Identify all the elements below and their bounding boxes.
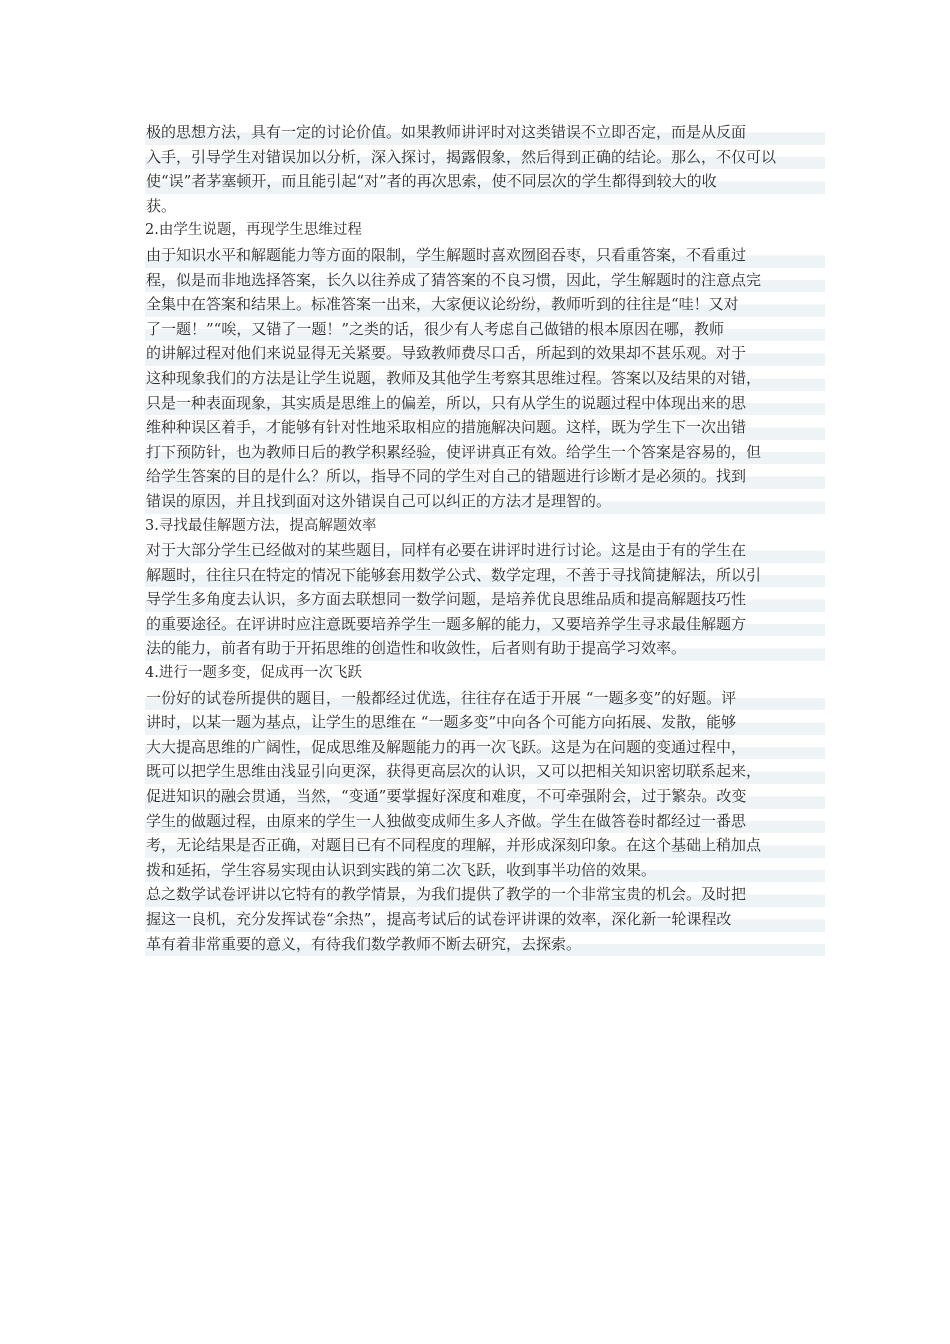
- paragraph-1: [145, 120, 825, 218]
- text-line: 解题时，往往只在特定的情况下能够套用数学公式、数学定理，不善于寻找简捷解法，所以引: [145, 563, 825, 588]
- text-line: 全集中在答案和结果上。标准答案一出来，大家便议论纷纷，教师听到的往往是“哇！又对: [145, 292, 825, 317]
- text-line: 既可以把学生思维由浅显引向更深，获得更高层次的认识，又可以把相关知识密切联系起来，: [145, 759, 825, 784]
- paragraph-4: [145, 686, 825, 883]
- text-line: 错误的原因，并且找到面对这外错误自己可以纠正的方法才是理智的。: [145, 489, 825, 514]
- text-line: 大大提高思维的广阔性，促成思维及解题能力的再一次飞跃。这是为在问题的变通过程中，: [145, 735, 825, 760]
- paragraph-5: [145, 882, 825, 956]
- text-line: 这种现象我们的方法是让学生说题，教师及其他学生考察其思维过程。答案以及结果的对错，: [145, 366, 825, 391]
- paragraph-3: [145, 538, 825, 661]
- text-line: 由于知识水平和解题能力等方面的限制，学生解题时喜欢囫囵吞枣，只看重答案，不看重过: [145, 243, 825, 268]
- text-line: 打下预防针，也为教师日后的教学积累经验，使评讲真正有效。给学生一个答案是容易的，但: [145, 440, 825, 465]
- text-line: 一份好的试卷所提供的题目，一般都经过优选，往往存在适于开展 “一题多变”的好题。评: [145, 686, 825, 711]
- text-line: 极的思想方法，具有一定的讨论价值。如果教师讲评时对这类错误不立即否定，而是从反面: [145, 120, 825, 145]
- text-line: 给学生答案的目的是什么？所以，指导不同的学生对自己的错题进行诊断才是必须的。找到: [145, 464, 825, 489]
- text-line: 程，似是而非地选择答案，长久以往养成了猜答案的不良习惯，因此，学生解题时的注意点完: [145, 268, 825, 293]
- text-line: 使“误”者茅塞顿开，而且能引起“对”者的再次思索，使不同层次的学生都得到较大的收: [145, 169, 825, 194]
- text-line: 了一题！”“唉，又错了一题！”之类的话，很少有人考虑自己做错的根本原因在哪，教师: [145, 317, 825, 342]
- section-heading-4: 4.进行一题多变，促成再一次飞跃: [145, 665, 362, 682]
- text-line: 只是一种表面现象，其实质是思维上的偏差，所以，只有从学生的说题过程中体现出来的思: [145, 391, 825, 416]
- text-line: 入手，引导学生对错误加以分析，深入探讨，揭露假象，然后得到正确的结论。那么，不仅可以: [145, 145, 825, 170]
- text-line: 拨和延拓，学生容易实现由认识到实践的第二次飞跃，收到事半功倍的效果。: [145, 858, 825, 883]
- text-line: 的讲解过程对他们来说显得无关紧要。导致教师费尽口舌，所起到的效果却不甚乐观。对于: [145, 341, 825, 366]
- text-line: 促进知识的融会贯通，当然，“变通”要掌握好深度和难度，不可牵强附会，过于繁杂。改变: [145, 784, 825, 809]
- text-line: 讲时，以某一题为基点，让学生的思维在 “一题多变”中向各个可能方向拓展、发散，能够: [145, 710, 825, 735]
- text-line: 总之数学试卷评讲以它特有的教学情景，为我们提供了教学的一个非常宝贵的机会。及时把: [145, 882, 825, 907]
- text-line: 考，无论结果是否正确，对题目已有不同程度的理解，并形成深刻印象。在这个基础上稍加点: [145, 833, 825, 858]
- text-line: 对于大部分学生已经做对的某些题目，同样有必要在讲评时进行讨论。这是由于有的学生在: [145, 538, 825, 563]
- text-line: 维种种误区着手，才能够有针对性地采取相应的措施解决问题。这样，既为学生下一次出错: [145, 415, 825, 440]
- text-line: 获。: [146, 196, 177, 215]
- section-heading-2: 2.由学生说题，再现学生思维过程: [145, 222, 362, 239]
- paragraph-2: [145, 243, 825, 514]
- text-line: 革有着非常重要的意义，有待我们数学教师不断去研究，去探索。: [145, 932, 825, 957]
- text-line: 握这一良机，充分发挥试卷“余热”，提高考试后的试卷评讲课的效率，深化新一轮课程改: [145, 907, 825, 932]
- text-line: 法的能力，前者有助于开拓思维的创造性和收敛性，后者则有助于提高学习效率。: [145, 636, 825, 661]
- document-body: [145, 120, 825, 956]
- section-heading-3: 3.寻找最佳解题方法，提高解题效率: [145, 517, 377, 534]
- text-line: 学生的做题过程，由原来的学生一人独做变成师生多人齐做。学生在做答卷时都经过一番思: [145, 809, 825, 834]
- text-line: 的重要途径。在评讲时应注意既要培养学生一题多解的能力，又要培养学生寻求最佳解题方: [145, 612, 825, 637]
- text-line: 导学生多角度去认识，多方面去联想同一数学问题，是培养优良思维品质和提高解题技巧性: [145, 587, 825, 612]
